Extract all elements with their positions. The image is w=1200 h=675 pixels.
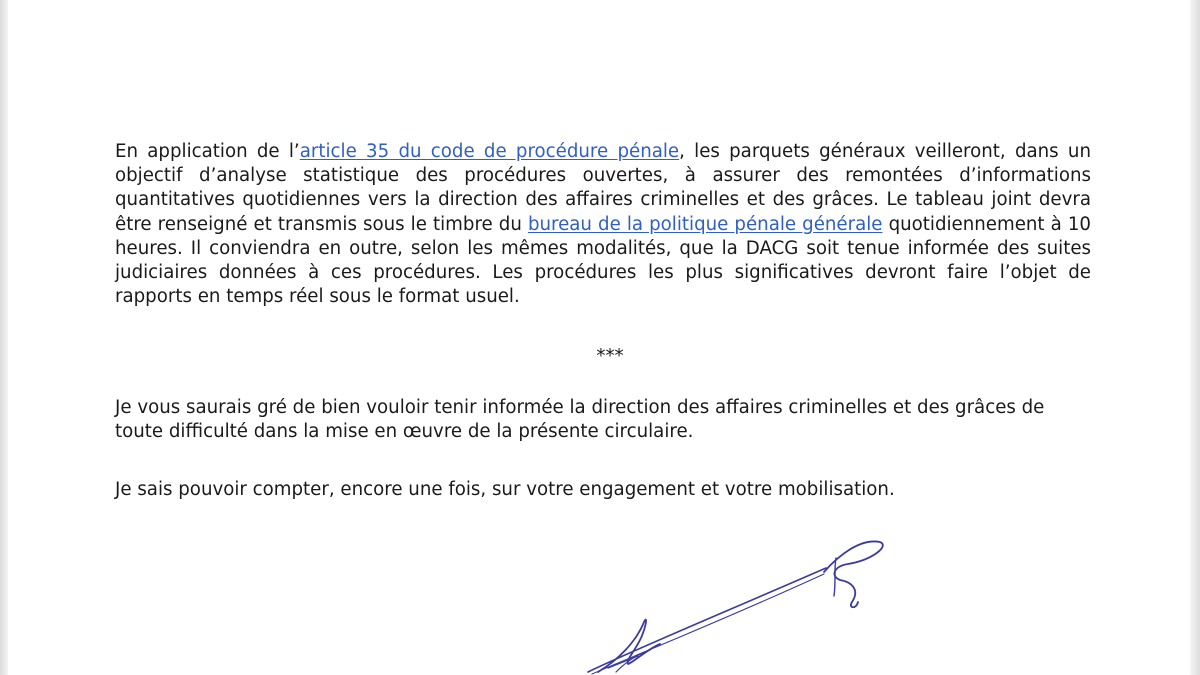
- paragraph-text-start: En application de l’: [115, 141, 300, 162]
- page-edge-left: [0, 0, 8, 675]
- link-bureau-politique-penale[interactable]: bureau de la politique pénale générale: [527, 213, 883, 235]
- page-edge-right: [1190, 0, 1200, 675]
- paragraph-closing: Je sais pouvoir compter, encore une fois, sur votre engagement et votre mobilisation.: [115, 479, 895, 501]
- section-separator: ***: [596, 346, 624, 368]
- paragraph-text-end: quotidiennement à 10 heures. Il conviendra en outre, selon les mêmes modalités, que la DACG soit tenue informée des suites judiciaires données à ces procédures. Les procédures les plus significatives devront faire l’objet de rapports en temps réel sous le format usuel.: [115, 213, 1091, 308]
- document-body: [115, 140, 1091, 502]
- paragraph-instructions: [115, 140, 1091, 309]
- signature-icon: [568, 530, 908, 675]
- link-article-35[interactable]: article 35 du code de procédure pénale: [299, 141, 680, 162]
- document-page: [8, 0, 1190, 675]
- paragraph-text-middle: , les parquets généraux veilleront, dans un objectif d’analyse statistique des procédures ouvertes, à assurer des remontées d’informations quantitatives quotidiennes vers la direction des affaires criminelles et des grâces. Le tableau joint devra être renseigné et transmis sous le timbre du: [115, 141, 1091, 235]
- paragraph-request: Je vous saurais gré de bien vouloir tenir informée la direction des affaires criminelles et des grâces de toute difficulté dans la mise en œuvre de la présente circulaire.: [115, 396, 1045, 442]
